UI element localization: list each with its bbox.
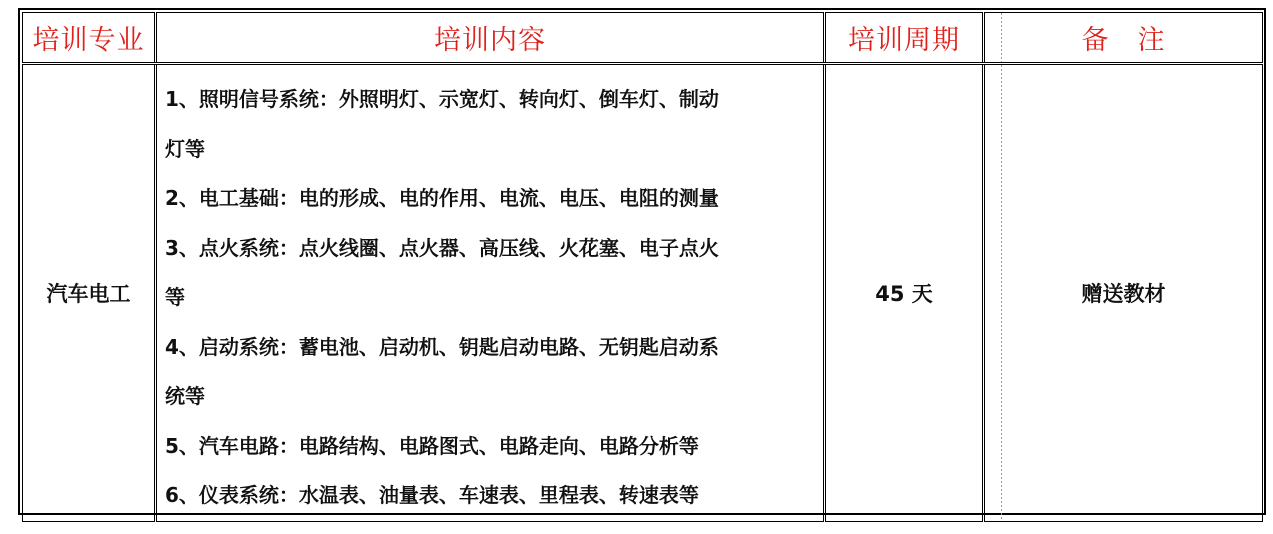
content-line: 5、汽车电路：电路结构、电路图式、电路走向、电路分析等 [165,433,699,458]
cell-content [156,64,825,522]
training-table-frame [18,8,1266,515]
content-line: 1、照明信号系统：外照明灯、示宽灯、转向灯、倒车灯、制动 [165,87,719,111]
header-notes: 备 注 [984,13,1263,64]
header-major: 培训专业 [23,13,156,64]
content-line: 灯等 [165,136,205,161]
content-line: 统等 [165,384,205,408]
table-row [23,64,1263,522]
content-line: 3、点火系统：点火线圈、点火器、高压线、火花塞、电子点火 [165,235,719,260]
cell-notes: 赠送教材 [984,64,1263,522]
cell-major: 汽车电工 [23,64,156,522]
table-header-row [23,13,1263,64]
content-line: 2、电工基础：电的形成、电的作用、电流、电压、电阻的测量 [165,186,719,210]
content-line: 4、启动系统：蓄电池、启动机、钥匙启动电路、无钥匙启动系 [165,334,719,359]
content-line: 等 [165,285,185,309]
header-duration: 培训周期 [825,13,984,64]
content-line: 6、仪表系统：水温表、油量表、车速表、里程表、转速表等 [165,483,699,507]
header-content: 培训内容 [156,13,825,64]
training-table [22,12,1263,522]
cell-duration: 45 天 [825,64,984,522]
